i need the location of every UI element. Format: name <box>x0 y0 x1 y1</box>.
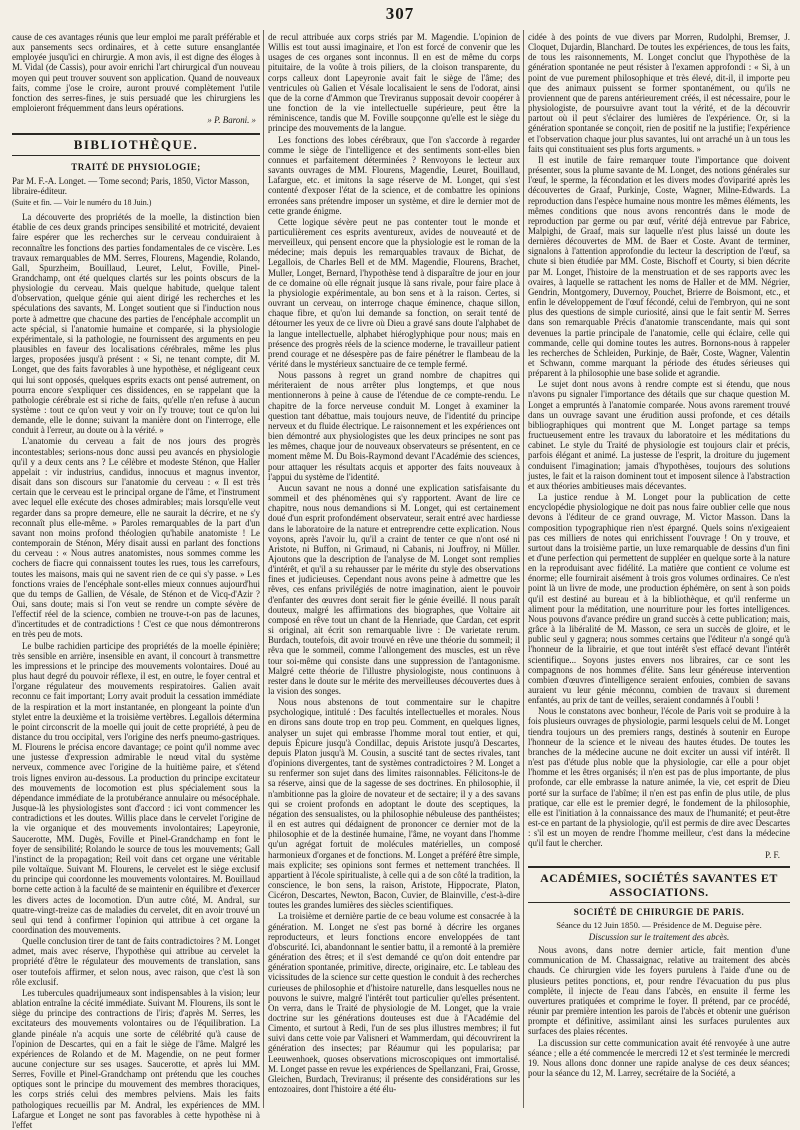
paragraph: Le sujet dont nous avons à rendre compte est si étendu, que nous n'avons pu signaler l'importance des détails que sur chaque question M. Longet a empruntés à l'anatomie comparée. Nous avons rarement trouvé dans un ouvrage savant une érudition aussi profonde, et ces détails bibliographiques qui montrent que M. Longet partage sa temps fructueusement entre les travaux du laboratoire et les méditations du cabinet. Le style du Traité de physiologie est toujours clair et précis, parfois élégant et animé. La justesse de l'esprit, la droiture du jugement conduisent l'imagination; jamais d'hypothèses, toujours des solutions justes, le fait et la raison dominent tout et imposent silence à l'abstraction et aux théories ambitieuses mais décevantes. <box>528 379 790 491</box>
paragraph: Nous nous abstenons de tout commentaire sur le chapitre psychologique, intitulé : Des facultés intellectuelles et morales. Nous en dirons sans doute trop en trop peu. Comment, en quelques lignes, analyser un sujet qui embrasse l'homme moral tout entier, et qui, depuis Épicure jusqu'à Condillac, depuis Aristote jusqu'à Descartes, depuis Platon jusqu'à M. Cousin, a suscité tant de sectes rivales, tant d'opinions divergentes, tant de systèmes contradictoires ? M. Longet a su renfermer son sujet dans des limites raisonnables. Félicitons-le de sa réserve, ainsi que de la sagesse de ses doctrines. En philosophie, il n'ambitionne pas la gloire de novateur et de sectaire; il y a des savans qui se croient profonds en adoptant le doute des sceptiques, la négation des sensualistes, ou la philosophie nébuleuse des panthéistes; il en est autres qui dédaignent de prononcer ce dernier mot de la philosophie et de la destinée humaine, l'âme, ne voyant dans l'homme qu'un agrégat fortuit de molécules matérielles, un composé harmonieux d'organes et de fonctions. M. Longet a préféré être simple, mais explicite; ses opinions sont fermes et nettement tranchées. Il appartient à l'école spiritualiste, à celle qui a de son côté la tradition, la conscience, le bon sens, la raison, Aristote, Hippocrate, Platon, Cicéron, Descartes, Newton, Bacon, Cuvier, de Blainville, c'est-à-dire toutes les grandes lumières des siècles scientifiques. <box>268 697 520 911</box>
author-signature: » P. Baroni. » <box>207 115 256 126</box>
paragraph: Cette logique sévère peut ne pas contenter tout le monde et particulièrement ces esprits aventureux, avides de nouveauté et de merveilleux, qui pensent encore que la physiologie est le roman de la médecine; mais depuis les remarquables travaux de Bichat, de Legallois, de Charles Bell et de MM. Magendie, Flourens, Brachet, Muller, Longet, Bernard, l'hypothèse tend à disparaître de jour en jour de ce domaine où elle régnait jusque là sans rivale, pour faire place à la physiologie expérimentale, au bon sens et à la raison. Certes, si ouvrant un cerveau, on interroge chaque éminence, chaque sillon, chaque fibre, et qu'on lui demande sa fonction, on serait tenté de détourner les yeux de ce livre où Dieu a gravé sans doute l'alphabet de la langue intellectuelle, alphabet hiéroglyphique pour nous; mais en présence des progrès réels de la science moderne, le travailleur patient prend courage et ne désespère pas de faire pénétrer le flambeau de la vérité dans le mystérieux sanctuaire de ce temple fermé. <box>268 216 520 369</box>
paragraph: La troisième et dernière partie de ce beau volume est consacrée à la génération. M. Longet ne s'est pas borné à décrire les organes reproducteurs, et leurs fonctions encore enveloppées de tant d'obscurité. Ici, abandonnant le sentier battu, il a remonté à la première génération des êtres; et il s'est demandé ce qu'on doit entendre par génération spontanée, primitive, directe, originaire, etc. Le tableau des vicissitudes de la science sur cette question le conduit à des recherches curieuses de philosophie et d'histoire naturelle, dans lesquelles nous ne pouvons le suivre, malgré l'intérêt tout particulier qu'elles présentent. On verra, dans le Traité de physiologie de M. Longet, que la vraie doctrine sur les générations douteuses est due à l'Académie del Cimento, et surtout à Redi, l'un de ses plus illustres membres; il fut suivi dans cette voie par Valisneri et Wammerdam, qui découvrirent la génération des insectes; par Réaumur qui les popularisa; par Leeuwenhoek, quoses observations microscopiques ont immortalisé. M. Longet passe en revue les expériences de Spellanzani, Frai, Grosse, Gleichen, Burdach, Treviranus; il présente des considérations sur les entozoaires, dont l'histoire a été élu- <box>268 911 520 1095</box>
paragraph: de recul attribuée aux corps striés par M. Magendie. L'opinion de Willis est tout aussi imaginaire, et l'on est forcé de convenir que les usages de ces organes sont inconnus. Il en est de même du corps pituitaire, de la voûte à trois piliers, de la cloison transparente, du corps calleux dont Lapeyronie avait fait le siège de l'âme; des ventricules où Galien et Vésale localisaient le sens de l'odorat, ainsi que de la corne d'Ammon que Treviranus supposait devoir coopérer à une fonction de la vie intellectuelle supérieure, peut être la réminiscence, tandis que M. Foville soupçonne qu'elle est le siège du principe des mouvements de la langue. <box>268 32 520 134</box>
paragraph: La découverte des propriétés de la moelle, la distinction bien établie de ces deux grands principes sensibilité et motricité, devaient faire espérer que les recherches sur le cerveau conduiraient à reconnaître les fonctions des parties fondamentales de ce viscère. Les travaux remarquables de MM. Serres, Flourens, Magendie, Rolando, Gall, Spurzheim, Bouillaud, Leuret, Lelut, Foville, Pinel-Grandchamp, ont été quelques clartés sur les points obscurs de la physiologie du cerveau. Mais quelque habitude, quelque talent d'observation, quelque génie qui aient dirigé les recherches et les spéculations des savants, M. Longet soutient que si l'induction nous porte à admettre que chacune des parties de l'encéphale accomplit un acte spécial, si l'anatomie humaine et comparée, si la physiologie expérimentale, si la pathologie, ne fournissent des arguments en peu plausibles en faveur des localisations cérébrales, même les plus larges, proposées jusqu'à présent : « Si, ne tenant compte, dit M. Longet, que des faits favorables à une hypothèse, et négligeant ceux qui lui sont opposés, quelques esprits exacts ont pensé autrement, on pourra encore s'expliquer ces dissidences, en se rappelant que la pathologie cérébrale est si riche de faits, qu'elle n'en refuse à aucun système : tout ce qu'on veut y voir on l'y trouve; tout ce qu'on lui demande, elle le donne; suivant la manière dont on l'interroge, elle conduit à l'erreur, au doute ou à la vérité. » <box>12 212 260 436</box>
paragraph: Les tubercules quadrijumeaux sont indispensables à la vision; leur ablation entraîne la cécité immédiate. Suivant M. Flourens, ils sont le siège du principe des contractions de l'iris; d'après M. Serres, les excitateurs des mouvements volontaires ou de l'équilibration. La glande pinéale n'a acquis une sorte de célébrité qu'à cause de l'opinion de Descartes, qui en a fait le siège de l'âme. Malgré les expériences de Rolando et de M. Magendie, on ne peut former aucune conjecture sur ses usages. Saucerotte, et après lui MM. Serres, Foville et Pinel-Grandchamp ont prétendu que les couches optiques sont le principe du mouvement des membres thoraciques, les corps striés celui des membres pelviens. Mais les faits pathologiques recueillis par M. Andral, les expériences de MM. Lafargue et Longet ne sont pas favorables à cette hypothèse ni à l'effet <box>12 987 260 1130</box>
journal-page <box>6 4 794 1130</box>
paragraph: L'anatomie du cerveau a fait de nos jours des progrès incontestables; serions-nous donc aussi peu avancés en physiologie qu'il y a deux cents ans ? Le célèbre et modeste Sténon, que Haller appelait : vir industrius, candidus, innocuus et magnus inventor, disait dans son discours sur l'anatomie du cerveau : « Il est très certain que le cerveau est le principal organe de l'âme, et l'instrument avec lequel elle exécute des choses admirables; mais lorsqu'elle veut regarder dans sa propre demeure, elle ne saurait la décrire, et ne s'y reconnaît plus elle-même. » Paroles remarquables de la part d'un savant non moins profond théologien qu'habile anatomiste ! Le contemporain de Sténon, Méry disait aussi en parlant des fonctions du cerveau : « Nous autres anatomistes, nous sommes comme les cochers de fiacre qui connaissent toutes les rues, tous les carrefours, toutes les maisons, mais qui ne savent rien de ce qui s'y passe. » Les fonctions vraies de l'encéphale sont-elles mieux connues aujourd'hui que du temps de Gallien, de Vésale, de Sténon et de Vicq-d'Azir ? Oui, sans doute; mais si l'on veut se rendre un compte sévère de l'effectif réel de la science, combien ne trouve-t-on pas de lacunes, d'incertitudes et de contradictions ! C'est ce que nous démontrerons en très peu de mots. <box>12 436 260 640</box>
column-divider <box>263 30 264 1108</box>
paragraph: Le bulbe rachidien participe des propriétés de la moelle épinière; très sensible en arrière, insensible en avant, il concourt à transmettre les impressions et le principe des mouvements volontaires. Doué au plus haut degré du pouvoir réflexe, il est, en outre, le foyer central et l'organe régulateur des mouvements respiratoires. Galien avait reconnu ce fait important; Lorry avait produit la cessation immédiate de la respiration et la mort instantanée, en plongeant la pointe d'un stylet entre la deuxième et la troisième vertèbres. Legallois détermina le point circonscrit de la moelle qui jouit de cette propriété, à peu de distance du trou occipital, vers l'origine des nerfs pneumo-gastriques. M. Flourens le précisa encore davantage; ce point qu'il nomme avec une justesse d'expression admirable le nœud vital du système nerveux, commence avec l'origine de la huitième paire, et s'étend trois lignes environ au-dessous. La production du principe excitateur des mouvements de locomotion est plus spécialement sous la dépendance immédiate de la protubérance annulaire ou mésocéphale. Jusque-là les physiologistes sont d'accord : ici vont commencer les contradictions et les doutes. Willis place dans le cervelet l'origine de la vie organique et des mouvements involontaires; Lapeyronie, Saucerotte, MM. Dugès, Foville et Pinel-Grandchamp en font le foyer de sensibilité; Rolando le source de tous les mouvements; Gall l'instinct de la propagation; Reil voit dans cet organe une véritable pile voltaïque. Suivant M. Flourens, le cervelet est le siège exclusif du principe qui coordonne les mouvements volontaires. M. Bouillaud borne cette action à la faculté de se maintenir en équilibre et d'exercer les divers actes de locomotion. D'un autre côté, M. Andral, sur quatre-vingt-treize cas de maladies du cervelet, dit en avoir trouvé un seul qui tend à confirmer l'opinion qui attribue à cet organe la coordination des mouvements. <box>12 640 260 935</box>
section-title-bibliotheque: BIBLIOTHÈQUE. <box>12 133 260 156</box>
paragraph: La discussion sur cette communication avait été renvoyée à une autre séance ; elle a été commencée le mercredi 12 et s'est terminée le mercredi 19. Nous allons donc donner une rapide analyse de ces deux séances; pour la séance du 12, M. Larrey, secrétaire de la Société, a <box>528 1037 790 1078</box>
book-reference: Par M. F.-A. Longet. — Tome second; Paris, 1850, Victor Masson, libraire-éditeur. <box>12 175 250 196</box>
section-title-academies: ACADÉMIES, SOCIÉTÉS SAVANTES ET ASSOCIATIONS. <box>528 866 790 903</box>
paragraph: Quelle conclusion tirer de tant de faits contradictoires ? M. Longet admet, mais avec réserve, l'hypothèse qui attribue au cervelet la propriété d'être le régulateur des mouvements de translation, sans oser toutefois affirmer, et selon nous, avec raison, que c'est là son rôle exclusif. <box>12 936 260 987</box>
paragraph: cidée à des points de vue divers par Morren, Rudolphi, Bremser, J. Cloquet, Dujardin, Blanchard. De toutes les expériences, de tous les faits, de tous les raisonnements, M. Longet conclut que l'hypothèse de la génération spontanée ne peut résister à l'examen approfondi : « Si, à un point de vue purement philosophique et très élevé, dit-il, il importe peu que des animaux puissent se former spontanément, ou qu'ils ne proviennent que de parens antérieurement créés, il est nécessaire, pour le physiologiste, de poursuivre avant tout la vérité, et de la découvrir partout où il peut s'éclairer des lumières de l'expérience. Or, si la génération spontanée se conçoit, rien de positif ne la justifie; l'expérience et l'observation chaque jour plus savantes, lui ont arraché un à un tous les faits qui constituaient ses plus forts arguments. » <box>528 32 790 154</box>
continuation-note: (Suite et fin. — Voir le numéro du 18 Juin.) <box>12 197 152 207</box>
paragraph: Nous le constatons avec bonheur, l'école de Paris voit se produire à la fois plusieurs ouvrages de physiologie, parmi lesquels celui de M. Longet tiendra toujours un des premiers rangs, destinés à soutenir en Europe l'honneur de la science et le niveau des hautes études. De toutes les branches de la médecine aucune ne doit exciter un aussi vif intérêt. Il n'est pas d'étude plus noble que la physiologie, car elle a pour objet l'homme et les êtres organisés; il n'en est pas de plus importante, de plus profonde, car elle embrasse la nature animée, la vie, cet esprit de Dieu porté sur la surface de l'abîme; il n'en est pas enfin de plus utile, de plus pratique, car elle est le premier degré, le fondement de la philosophie, elle est l'initiation à la connaissance des maux de l'humanité; et peut-être est-ce en partant de la physiologie, qu'il est permis de dire avec Descartes : s'il est un moyen de rendre l'homme meilleur, c'est dans la médecine qu'il faut le chercher. <box>528 706 790 849</box>
page-number: 307 <box>385 4 415 23</box>
discussion-title: Discussion sur le traitement des abcès. <box>588 931 730 942</box>
column-middle <box>268 32 520 1108</box>
seance-line: Séance du 12 Juin 1850. — Présidence de M. Deguise père. <box>556 919 762 930</box>
paragraph: Aucun savant ne nous a donné une explication satisfaisante du sommeil et des phénomènes qui s'y rapportent. Avant de lire ce chapitre, nous nous demandions si M. Longet, qui est certainement doué d'un esprit profondément observateur, serait entré avec hardiesse dans le laboratoire de la nature et entreprendre cette explication. Nous voyons, après l'avoir lu, qu'il a craint de tenter ce que n'ont osé ni Aristote, ni Buffon, ni Grimaud, ni Cabanis, ni Jouffroy, ni Müller. Ajoutons que la description de l'analyse de M. Longet sont remplies d'intérêt, et qu'il a su rehausser par le mérite du style des observations fines et judicieuses. Cependant nous avons peine à admettre que les rêves, ces enfans privilégiés de notre imagination, aient le pouvoir d'enfanter des œuvres dont serait fier le génie éveillé. Il nous paraît douteux, malgré les affirmations des biographes, que Voltaire ait composé en rêve tout un chant de la Henriade, que Cardan, cet esprit si original, ait écrit son remarquable livre : De varietate rerum. Burdach, toutefois, dit avoir trouvé en rêve une théorie du sommeil; il rêva que le sommeil, comme l'allongement des muscles, est un rêve tour soi-même qui consiste dans une suppression de l'antagonisme. Malgré cette théorie de l'illustre physiologiste, nous continuons à rester dans le doute sur le mérite des merveilleuses découvertes dues à la vision des songes. <box>268 482 520 696</box>
paragraph: Il est inutile de faire remarquer toute l'importance que doivent présenter, sous la plume savante de M. Longet, des notions générales sur l'œuf, le sperme, la fécondation et les divers modes d'oviparité après les découvertes de Graaf, Purkinje, Coste, Wagner, Milne-Edwards. La reproduction dans l'espèce humaine nous montre les mêmes éléments, les mêmes conditions que nous avons rencontrés dans le mode de reproduction par germe ou par œuf, vérité déjà entrevue par Fabrice, Malpighi, de Graaf, mais sur laquelle n'est plus laissé un doute les dernières découvertes de MM. de Baer et Coste. Avant de terminer, signalons à l'attention approfondie du lecteur la description de l'œuf, sa chute si bien étudiée par MM. Coste, Bischoff et Courty, si bien décrite par M. Longet, l'histoire de la menstruation et de ses rapports avec les ovaires, à laquelle se rattachent les noms de Haller et de MM. Négrier, Gendrin, Montgomery, Duvernoy, Pouchet, Brierre de Boismont, etc., et enfin le développement de l'œuf fécondé, celui de l'embryon, qui ne sont plus des questions de simple curiosité, ainsi que le fait sentir M. Serres dans son remarquable Précis d'anatomie transcendante, mais qui sont devenues la partie principale de l'anatomie, celle qui éclaire, celle qui commande, celle qui domine toutes les autres. Bornons-nous à rappeler les recherches de Schleiden, Purkinje, de Baër, Coste, Wagner, Valentin et Schwann, comme marquant la période des études sérieuses qui préparent à la philosophie une base solide et agrandie. <box>528 154 790 379</box>
paragraph: Nous passons à regret un grand nombre de chapitres qui mériteraient de nous arrêter plus longtemps, et que nous mentionnerons à peine à cause de l'étendue de ce compte-rendu. Le chapitre de la force nerveuse conduit M. Longet à examiner la question tant débattue, mais toujours neuve, de l'identité du principe nerveux et du fluide électrique. Le raisonnement et les expériences ont bien démontré aux physiologistes que les deux principes ne sont pas les mêmes, chaque jour de nouveaux observateurs se présentent, en ce moment même M. Du Bois-Raymond devant l'Académie des sciences, pour attaquer les résultats acquis et apporter des faits nouveaux à l'appui du système de l'identité. <box>268 370 520 482</box>
review-signature: P. F. <box>765 849 780 860</box>
column-divider <box>523 30 524 1108</box>
society-title: SOCIÉTÉ DE CHIRURGIE DE PARIS. <box>573 906 745 917</box>
paragraph: Les fonctions des lobes cérébraux, que l'on s'accorde à regarder comme le siège de l'intelligence et des sentiments sont-elles bien connues et parfaitement déterminées ? Renvoyons le lecteur aux savants ouvrages de MM. Flourens, Magendie, Leuret, Bouillaud, Lafargue, etc. et imitons la sage réserve de M. Longet, qui s'est contenté d'exposer l'état de la science, et de combattre les opinions erronées sans prétendre imposer un système, et dire le dernier mot de cette grande énigme. <box>268 134 520 216</box>
article-title: TRAITÉ DE PHYSIOLOGIE; <box>71 162 201 173</box>
column-left <box>12 32 260 1130</box>
paragraph: La justice rendue à M. Longet pour la publication de cette encyclopédie physiologique ne doit pas nous faire oublier celle que nous devons à l'éditeur de ce grand ouvrage, M. Victor Masson. Dans la composition typographique rien n'est épargné. Quels soins n'exigeaient pas ces milliers de notes qui enrichissent l'ouvrage ! On y trouve, et surtout dans la troisième partie, un luxe remarquable de dessins d'un fini et d'une perfection qui permettent de suppléer en quelque sorte à la nature en la reproduisant avec fidélité. La matière que contient ce volume est énorme; elle fournirait aisément à trois gros volumes ordinaires. Ce n'est point là un livre de mode, une production éphémère, on sent à son poids qu'il est destiné au bureau et à la bibliothèque, et qu'il renferme un aliment pour la méditation, une nourriture pour les fortes intelligences. Nous pouvons d'avance prédire un grand succès à cette publication; mais, grâce à la libéralité de M. Masson, ce sera un succès de gloire, et le public seul y gagnera; nous sommes certains que l'éditeur n'a songé qu'à l'honneur de la librairie, et que tout intérêt s'est effacé devant l'intérêt scientifique... Soyons justes envers nos libraires, car ce sont les compagnons de nos hommes d'élite. Sans leur généreuse intervention combien d'œuvres d'intelligence seraient enfouies, combien de savans auraient vu leur génie méconnu, combien de travaux si durement enfantés, au prix de tant de veilles, seraient condamnés à l'oubli ! <box>528 492 790 706</box>
intro-paragraph: cause de ces avantages réunis que leur emploi me paraît préférable et aux pansements secs ordinaires, et à cette suture ensanglantée employée jusqu'ici en chirurgie. A mon avis, il est digne des éloges à M. Vidal (de Cassis), pour avoir enrichi l'art chirurgical d'un nouveau moyen qui peut trouver souvent son application. Quand de nouveaux faits, comme j'ose le croire, auront prouvé complètement l'utile fonction des serres-fines, je suis persuadé que les chirurgiens les emploieront fréquemment dans leurs opérations. <box>12 32 260 114</box>
column-right <box>528 32 790 1108</box>
paragraph: Nous avons, dans notre dernier article, fait mention d'une communication de M. Chassaignac, relative au traitement des abcès chauds. Ce chirurgien vide les foyers purulens à l'aide d'une ou de plusieurs petites ponctions, et, pour rendre l'évacuation du pus plus complète, il injecte de l'eau dans l'abcès, en ensuite il ferme les ouvertures pratiquées et comprime le foyer. Il prétend, par ce procédé, réunir par première intention les parois de l'abcès et obtenir une guérison prompte et définitive, assimilant ainsi les surfaces purulentes aux surfaces des plaies récentes. <box>528 945 790 1037</box>
